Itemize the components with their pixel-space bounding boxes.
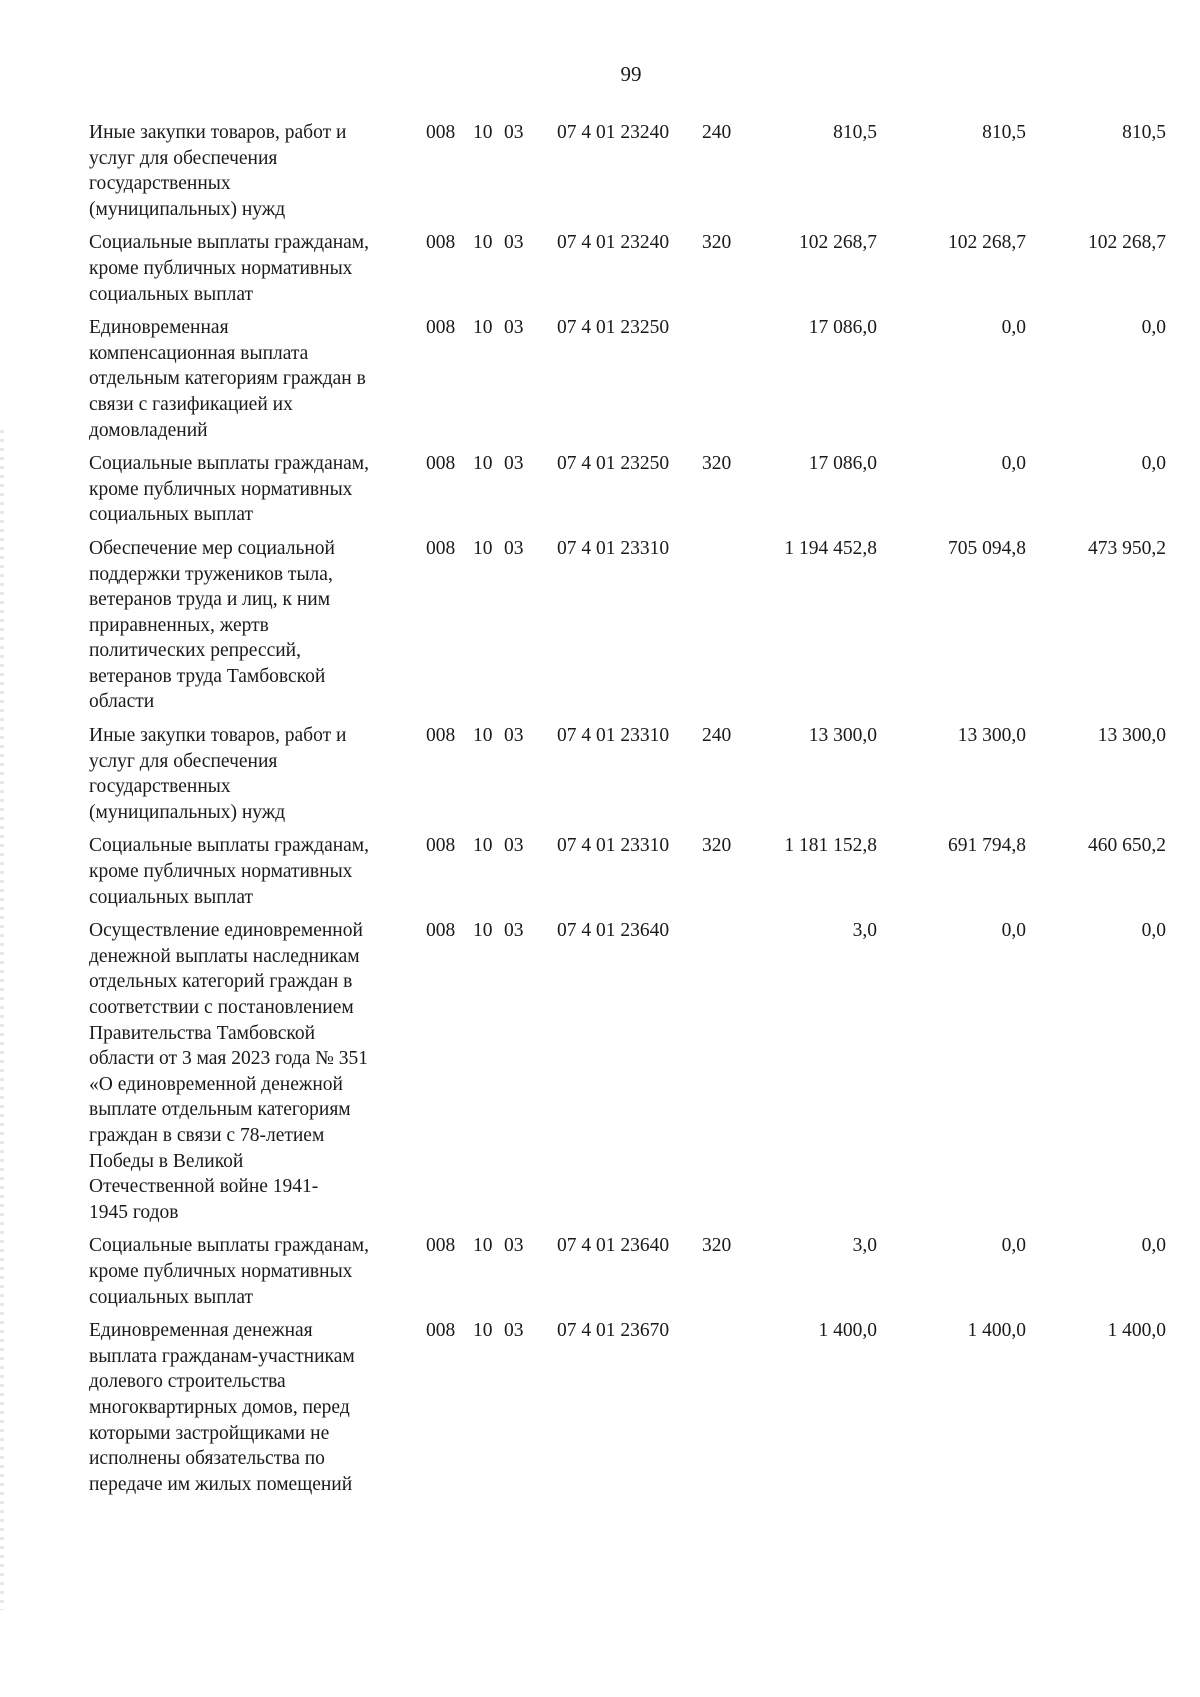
table-row (89, 120, 1169, 222)
ministry-code-cell: 008 (426, 920, 456, 942)
amount-year3-cell: 0,0 (1141, 920, 1166, 942)
amount-year1-cell: 102 268,7 (799, 232, 877, 254)
amount-year2-cell: 1 400,0 (967, 1320, 1026, 1342)
subsection-code-cell: 03 (504, 1320, 524, 1342)
amount-year1-cell: 17 086,0 (808, 317, 877, 339)
amount-year3-cell: 473 950,2 (1088, 537, 1166, 559)
expense-type-cell: 240 (702, 122, 732, 143)
ministry-code-cell: 008 (426, 122, 456, 143)
amount-year3-cell: 0,0 (1141, 1235, 1166, 1257)
amount-year2-cell: 691 794,8 (948, 835, 1026, 857)
expense-type-cell: 320 (702, 1235, 732, 1257)
section-code-cell: 10 (473, 725, 493, 747)
subsection-code-cell: 03 (504, 232, 524, 254)
ministry-code-cell: 008 (426, 835, 456, 857)
amount-year3-cell: 102 268,7 (1088, 232, 1166, 254)
expense-name-cell: Осуществление единовременной денежной выплаты наследникам отдельных категорий граждан в соответствии с постановлением Правительства Тамбовской области от 3 мая 2023 года № 351 «О единовременной денежной выплате отдельным категориям граждан в связи с 78-летием Победы в Великой Отечественной войне 1941- 1945 годов (89, 920, 369, 1223)
subsection-code-cell: 03 (504, 835, 524, 857)
section-code-cell: 10 (473, 317, 493, 339)
target-article-cell: 07 4 01 23240 (557, 122, 670, 143)
expense-name-cell: Социальные выплаты гражданам, кроме публичных нормативных социальных выплат (89, 835, 370, 908)
target-article-cell: 07 4 01 23310 (557, 835, 670, 857)
scan-margin-marks (0, 430, 4, 1610)
amount-year1-cell: 13 300,0 (808, 725, 877, 747)
expense-name-cell: Социальные выплаты гражданам, кроме публичных нормативных социальных выплат (89, 232, 370, 305)
ministry-code-cell: 008 (426, 317, 456, 339)
expense-name-cell: Обеспечение мер социальной поддержки тружеников тыла, ветеранов труда и лиц, к ним приравненных, жертв политических репрессий, ветеранов труда Тамбовской области (89, 537, 335, 713)
section-code-cell: 10 (473, 537, 493, 559)
amount-year1-cell: 1 194 452,8 (784, 537, 877, 559)
amount-year2-cell: 0,0 (1001, 1235, 1026, 1257)
expense-name-cell: Социальные выплаты гражданам, кроме публичных нормативных социальных выплат (89, 453, 370, 526)
ministry-code-cell: 008 (426, 1235, 456, 1257)
amount-year1-cell: 3,0 (852, 920, 877, 942)
subsection-code-cell: 03 (504, 1235, 524, 1257)
amount-year2-cell: 0,0 (1001, 920, 1026, 942)
amount-year2-cell: 0,0 (1001, 453, 1026, 475)
amount-year2-cell: 102 268,7 (948, 232, 1026, 254)
table-row (89, 536, 1169, 715)
expense-type-cell: 240 (702, 725, 732, 747)
section-code-cell: 10 (473, 920, 493, 942)
amount-year3-cell: 810,5 (1122, 122, 1166, 143)
target-article-cell: 07 4 01 23310 (557, 537, 670, 559)
ministry-code-cell: 008 (426, 537, 456, 559)
expense-type-cell: 320 (702, 232, 732, 254)
expense-name-cell: Иные закупки товаров, работ и услуг для обеспечения государственных (муниципальных) нужд (89, 122, 347, 220)
page-number: 99 (620, 62, 642, 86)
amount-year2-cell: 13 300,0 (957, 725, 1026, 747)
expense-type-cell: 320 (702, 453, 732, 475)
target-article-cell: 07 4 01 23310 (557, 725, 670, 747)
subsection-code-cell: 03 (504, 453, 524, 475)
target-article-cell: 07 4 01 23240 (557, 232, 670, 254)
table-row (89, 230, 1169, 307)
expense-type-cell: 320 (702, 835, 732, 857)
table-row (89, 315, 1169, 443)
expense-name-cell: Социальные выплаты гражданам, кроме публичных нормативных социальных выплат (89, 1235, 370, 1308)
subsection-code-cell: 03 (504, 725, 524, 747)
budget-table (89, 120, 1169, 1497)
amount-year2-cell: 810,5 (982, 122, 1026, 143)
table-row (89, 1233, 1169, 1310)
amount-year1-cell: 17 086,0 (808, 453, 877, 475)
section-code-cell: 10 (473, 232, 493, 254)
ministry-code-cell: 008 (426, 232, 456, 254)
amount-year3-cell: 1 400,0 (1107, 1320, 1166, 1342)
amount-year2-cell: 705 094,8 (948, 537, 1026, 559)
ministry-code-cell: 008 (426, 725, 456, 747)
subsection-code-cell: 03 (504, 920, 524, 942)
target-article-cell: 07 4 01 23670 (557, 1320, 670, 1342)
target-article-cell: 07 4 01 23640 (557, 1235, 670, 1257)
amount-year3-cell: 460 650,2 (1088, 835, 1166, 857)
expense-name-cell: Единовременная денежная выплата гражданам-участникам долевого строительства многоквартирных домов, перед которыми застройщиками не исполнены обязательства по передаче им жилых помещений (89, 1320, 355, 1495)
table-row (89, 918, 1169, 1225)
amount-year1-cell: 1 181 152,8 (784, 835, 877, 857)
amount-year3-cell: 13 300,0 (1097, 725, 1166, 747)
amount-year1-cell: 3,0 (852, 1235, 877, 1257)
section-code-cell: 10 (473, 453, 493, 475)
table-row (89, 451, 1169, 528)
subsection-code-cell: 03 (504, 537, 524, 559)
target-article-cell: 07 4 01 23250 (557, 317, 670, 339)
section-code-cell: 10 (473, 1235, 493, 1257)
section-code-cell: 10 (473, 835, 493, 857)
target-article-cell: 07 4 01 23640 (557, 920, 670, 942)
amount-year1-cell: 1 400,0 (818, 1320, 877, 1342)
amount-year3-cell: 0,0 (1141, 317, 1166, 339)
target-article-cell: 07 4 01 23250 (557, 453, 670, 475)
amount-year1-cell: 810,5 (833, 122, 877, 143)
table-row (89, 723, 1169, 825)
expense-name-cell: Единовременная компенсационная выплата отдельным категориям граждан в связи с газификацией их домовладений (89, 317, 366, 441)
subsection-code-cell: 03 (504, 122, 524, 143)
section-code-cell: 10 (473, 122, 493, 143)
table-row (89, 833, 1169, 910)
expense-name-cell: Иные закупки товаров, работ и услуг для обеспечения государственных (муниципальных) нужд (89, 725, 347, 823)
section-code-cell: 10 (473, 1320, 493, 1342)
table-row (89, 1318, 1169, 1497)
ministry-code-cell: 008 (426, 453, 456, 475)
ministry-code-cell: 008 (426, 1320, 456, 1342)
amount-year2-cell: 0,0 (1001, 317, 1026, 339)
amount-year3-cell: 0,0 (1141, 453, 1166, 475)
subsection-code-cell: 03 (504, 317, 524, 339)
